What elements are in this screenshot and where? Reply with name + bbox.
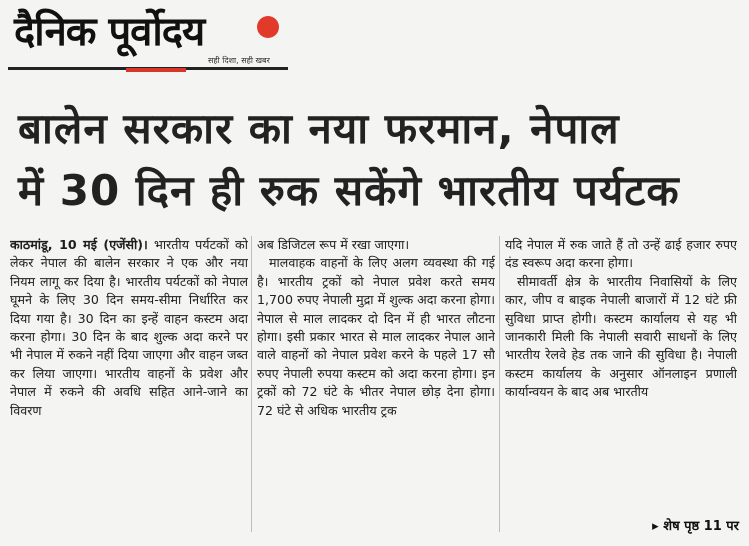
masthead (8, 6, 288, 74)
column-divider (251, 236, 252, 532)
headline (18, 98, 738, 222)
continued-on-page-link[interactable]: ▸ शेष पृष्ठ 11 पर (652, 519, 739, 534)
headline-line-2: में 30 दिन ही रुक सकेंगे भारतीय पर्यटक (18, 166, 680, 215)
newspaper-title: दैनिक पूर्वोदय (14, 8, 205, 55)
article-column-3 (505, 236, 737, 536)
column-2-lead-line: अब डिजिटल रूप में रखा जाएगा। (257, 237, 410, 252)
article-column-1 (10, 236, 248, 536)
column-divider (499, 236, 500, 532)
article-column-2 (257, 236, 495, 536)
masthead-accent-rule (126, 68, 186, 72)
headline-line-1: बालेन सरकार का नया फरमान, नेपाल (18, 104, 620, 153)
masthead-sun-logo-icon (257, 16, 279, 38)
column-3-paragraph-1: यदि नेपाल में रुक जाते हैं तो उन्हें ढाई हजार रुपए दंड स्वरूप अदा करना होगा। (505, 237, 737, 271)
column-2-paragraph: मालवाहक वाहनों के लिए अलग व्यवस्था की गई है। भारतीय ट्रकों को नेपाल प्रवेश करते समय 1,700 रुपए नेपाली मुद्रा में शुल्क अदा करना होगा। नेपाल से माल लादकर दो दिन में ही भारत लौटना होगा। इसी प्रकार भारत से माल लादकर नेपाल आने वाले वाहनों को नेपाल प्रवेश करने के पहले 17 सौ रुपए नेपाली रुपया कस्टम को अदा करना होगा। इन ट्रकों को 72 घंटे के भीतर नेपाल छोड़ देना होगा। 72 घंटे से अधिक भारतीय ट्रक (257, 255, 495, 418)
column-1-text: भारतीय पर्यटकों को लेकर नेपाल की बालेन सरकार ने एक और नया नियम लागू कर दिया है। भारतीय पर्यटकों को नेपाल घूमने के लिए 30 दिन समय-सीमा निर्धारित कर दिया गया है। 30 दिन का इन्हें वाहन कस्टम अदा करना होगा। 30 दिन के बाद शुल्क अदा करने पर भी नेपाल में रुकने नहीं दिया जाएगा और वाहन जब्त कर लिया जाएगा। भारतीय वाहनों के प्रवेश और नेपाल में रुकने की अवधि सहित आने-जाने का विवरण (10, 237, 248, 418)
dateline: काठमांडू, 10 मई (एजेंसी)। (10, 237, 148, 252)
column-3-paragraph-2: सीमावर्ती क्षेत्र के भारतीय निवासियों के लिए कार, जीप व बाइक नेपाली बाजारों में 12 घंटे फ्री सुविधा प्राप्त होगी। कस्टम कार्यालय से यह भी जानकारी मिली कि नेपाली सवारी साधनों के लिए भारतीय रेलवे हेड तक जाने की सुविधा है। नेपाली कस्टम कार्यालय के अनुसार ऑनलाइन प्रणाली कार्यान्वयन के बाद अब भारतीय (505, 273, 737, 400)
newspaper-tagline: सही दिशा, सही खबर (208, 56, 270, 65)
